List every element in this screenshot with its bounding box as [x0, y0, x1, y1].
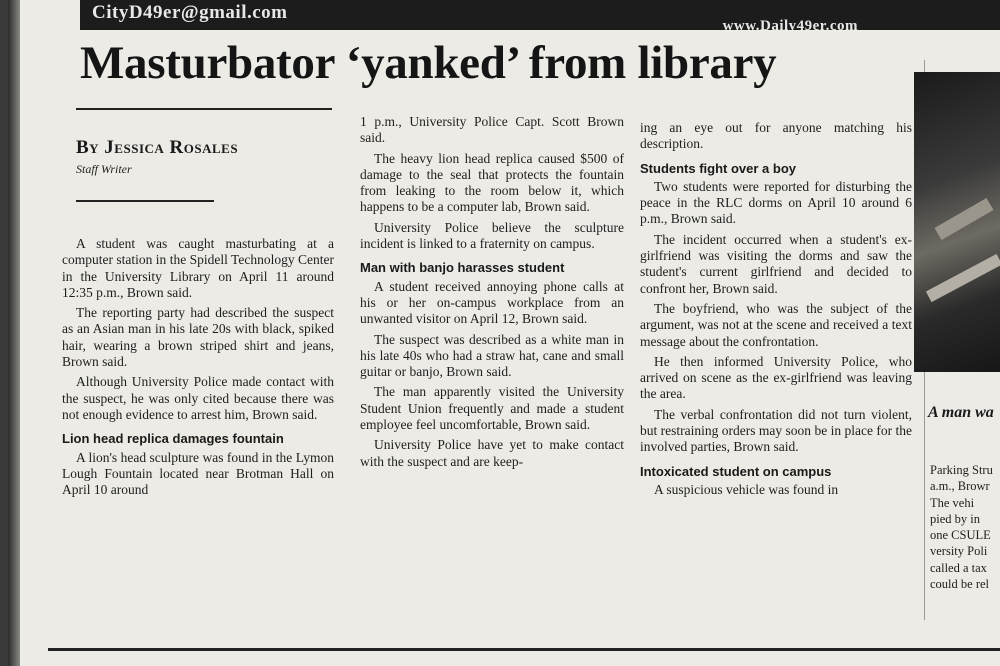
paragraph: The heavy lion head replica caused $500 of damage to the seal that protects the fountain from leaking to the room below it, which happens to be a computer lab, Brown said. [360, 150, 624, 215]
article-column-2 [360, 114, 624, 474]
sidebar-line: versity Poli [930, 544, 988, 559]
sidebar-line: one CSULE [930, 528, 991, 543]
bottom-rule [48, 648, 1000, 651]
paragraph: Two students were reported for disturbing the peace in the RLC dorms on April 10 around 6 p.m., Brown said. [640, 178, 912, 227]
paragraph: The verbal confrontation did not turn violent, but restraining orders may soon be in place for the involved parties, Brown said. [640, 406, 912, 455]
paragraph: A student received annoying phone calls at his or her on-campus workplace from an unwanted visitor on April 12, Brown said. [360, 278, 624, 327]
byline-rule-bottom [76, 200, 214, 202]
sidebar-line: could be rel [930, 577, 990, 592]
paragraph: A student was caught masturbating at a computer station in the Spidell Technology Center in the University Library on April 11 around 12:35 p.m., Brown said. [62, 236, 334, 300]
subheading-lion-head: Lion head replica damages fountain [62, 431, 284, 447]
photo-detail [926, 254, 1000, 302]
paragraph: The boyfriend, who was the subject of the argument, was not at the scene and received a text message about the confrontation. [640, 300, 912, 349]
subheading-banjo: Man with banjo harasses student [360, 260, 565, 276]
subheading-students-fight: Students fight over a boy [640, 160, 797, 176]
paragraph: ing an eye out for anyone matching his description. [640, 120, 912, 152]
header-email: CityD49er@gmail.com [92, 2, 288, 23]
header-url: www.Daily49er.com [722, 18, 858, 34]
paragraph: 1 p.m., University Police Capt. Scott Brown said. [360, 114, 624, 146]
byline-rule-top [76, 108, 332, 110]
paragraph: University Police have yet to make contact with the suspect and are keep- [360, 437, 624, 469]
paragraph: University Police believe the sculpture incident is linked to a fraternity on campus. [360, 219, 624, 252]
paragraph: A suspicious vehicle was found in [654, 481, 839, 497]
subheading-intoxicated: Intoxicated student on campus [640, 463, 832, 479]
paragraph: Although University Police made contact with the suspect, he was only cited because there was not enough evidence to arrest him, Brown said. [62, 374, 334, 422]
sidebar-line: a.m., Browr [930, 479, 990, 494]
paragraph: He then informed University Police, who arrived on scene as the ex-girlfriend was leaving the area. [640, 353, 912, 402]
sidebar-line: The vehi [930, 495, 975, 510]
article-column-3 [640, 120, 912, 502]
byline-role: Staff Writer [76, 162, 132, 176]
byline-author: By Jessica Rosales [76, 137, 239, 158]
paragraph: The man apparently visited the University Student Union frequently and made a student employee feel uncomfortable, Brown said. [360, 384, 624, 433]
photo-caption: A man wa [928, 404, 994, 421]
article-column-4-cropped [930, 462, 1000, 592]
headline: Masturbator ‘yanked’ from library [80, 37, 777, 89]
article-photo [914, 72, 1000, 372]
paragraph: A lion's head sculpture was found in the Lymon Lough Fountain located near Brotman Hall on April 10 around [62, 449, 334, 498]
article-column-1 [62, 236, 334, 502]
newspaper-page [8, 0, 1000, 666]
sidebar-line: called a tax [930, 560, 987, 575]
paragraph: The reporting party had described the suspect as an Asian man in his late 20s with black, spiked hair, wearing a brown striped shirt and jeans, Brown said. [62, 305, 334, 370]
photo-detail [935, 198, 994, 240]
paragraph: The incident occurred when a student's ex-girlfriend was visiting the dorms and saw the student's current girlfriend and decided to confront her, Brown said. [640, 231, 912, 296]
page-edge-shadow [8, 0, 20, 666]
sidebar-line: Parking Stru [930, 463, 993, 477]
paragraph: The suspect was described as a white man in his late 40s who had a straw hat, cane and small guitar or banjo, Brown said. [360, 331, 624, 380]
sidebar-line: pied by in [930, 511, 980, 526]
